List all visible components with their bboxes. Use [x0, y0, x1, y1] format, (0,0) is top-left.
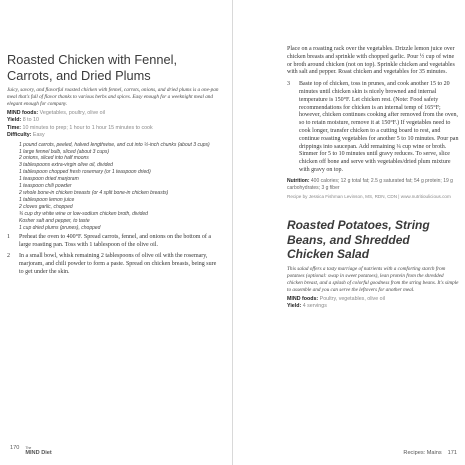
step-text: Preheat the oven to 400°F. Spread carrots, fennel, and onions on the bottom of a large roasting pan. Toss with 1 tablespoon of the olive oil.	[19, 234, 212, 249]
ingredient-list	[19, 142, 222, 232]
ingredient-item: 1 large fennel bulb, sliced (about 3 cups)	[19, 148, 110, 155]
page-number: 170	[10, 445, 20, 451]
mind-foods-value: Vegetables, poultry, olive oil	[38, 110, 105, 116]
ingredient-item: 2 cloves garlic, chopped	[19, 203, 73, 210]
difficulty-label: Difficulty:	[7, 132, 32, 139]
mind-foods-2	[287, 296, 459, 303]
step-number: 2	[7, 253, 10, 259]
recipe-title-2: Roasted Potatoes, String Beans, and Shredded Chicken Salad	[287, 218, 430, 262]
right-page	[233, 0, 465, 465]
step-list	[287, 81, 459, 175]
ingredient-item: 2 onions, sliced into half moons	[19, 155, 89, 162]
left-footer	[10, 445, 52, 456]
step-item	[7, 234, 222, 250]
ingredient-item: 1 pound carrots, peeled, halved lengthwise, and cut into ½-inch chunks (about 3 cups)	[19, 141, 210, 148]
nutrition-info	[287, 178, 459, 192]
mind-foods-label: MIND foods:	[287, 295, 319, 302]
step-number: 1	[7, 234, 10, 241]
ingredient-item: 2 whole bone-in chicken breasts (or 4 split bone-in chicken breasts)	[19, 189, 169, 196]
mind-foods-value: Poultry, vegetables, olive oil	[318, 295, 385, 302]
page-number: 171	[447, 450, 457, 456]
ingredient-item: 1 tablespoon chopped fresh rosemary (or 1 teaspoon dried)	[19, 169, 151, 176]
step-list	[7, 234, 222, 276]
book-title-block	[25, 447, 51, 456]
yield	[7, 117, 222, 124]
step-text: In a small bowl, whisk remaining 2 tablespoons of olive oil with the rosemary, marjoram, and chili powder to form a paste. Spread on chicken breasts, being sure to get under the skin.	[19, 253, 217, 275]
ingredient-item: 1 teaspoon chili powder	[19, 183, 72, 190]
step-item	[287, 81, 459, 175]
recipe-intro-2: This salad offers a tasty marriage of nutrients with a comforting starch from potatoes (optional: swap in sweet potatoes), lean protein from the shredded chicken breast, and a splash of colorful goodness from the string beans. It's simple to assemble and you can serve the leftovers for another meal.	[287, 265, 459, 293]
yield-2	[287, 303, 459, 310]
ingredient-item: 1 cup dried plums (prunes), chopped	[19, 224, 101, 231]
step-continued: Place on a roasting rack over the vegetables. Drizzle lemon juice over chicken breasts and sprinkle with chopped garlic. Pour ½ cup of wine or broth around chicken (not on top). Sprinkle chicken and vegetables with salt and pepper. Roast chicken and vegetables for 35 minutes.	[287, 46, 455, 76]
ingredient-item: 1 tablespoon lemon juice	[19, 196, 75, 203]
yield-value: 8 to 10	[21, 117, 39, 124]
right-footer	[403, 450, 457, 456]
book-title: MIND Diet	[25, 450, 52, 456]
yield-label: Yield:	[7, 117, 22, 124]
yield-label: Yield:	[287, 303, 302, 310]
left-page	[0, 0, 232, 465]
ingredient-item: 1 teaspoon dried marjoram	[19, 176, 79, 183]
time	[7, 125, 222, 132]
nutrition-label: Nutrition:	[287, 177, 310, 184]
book-title-prefix: The	[25, 446, 32, 450]
step-item	[7, 253, 222, 276]
recipe-intro: Juicy, savory, and flavorful roasted chicken with fennel, carrots, onions, and dried plums is a one-pan meal that's full of flavor thanks to various herbs and spices. Easy enough for a weeknight meal and elegant enough for company.	[7, 87, 219, 107]
mind-foods-label: MIND foods:	[7, 110, 39, 116]
ingredient-item: Kosher salt and pepper, to taste	[19, 217, 90, 224]
section-label: Recipes: Mains	[403, 450, 442, 456]
step-number: 3	[287, 81, 290, 88]
recipe-title: Roasted Chicken with Fennel, Carrots, and Dried Plums	[7, 52, 178, 83]
step-text: Baste top of chicken, toss in prunes, and cook another 15 to 20 minutes until chicken skin is nicely browned and internal temperature is 150°F. Let chicken rest. (Note: Food safety recommendations for chicken is an internal temp of 165°F; however, chicken continues cooking after removed from the oven, so to retain moisture, remove it at 150°F.) If vegetables need to cook longer, transfer chicken to a cutting board to rest, and continue roasting vegetables for another 5 to 10 minutes. Pour pan drippings into saucepan. Add remaining ¼ cup wine or broth. Simmer for 5 to 10 minutes until gravy reduces. To serve, slice chicken off bone and serve with vegetables/dried plum mixture with gravy on top.	[299, 81, 459, 173]
mind-foods	[7, 110, 222, 117]
nutrition-value: 400 calories; 12 g total fat; 2.5 g saturated fat; 54 g protein; 19 g carbohydrates; 3 g fiber	[287, 177, 453, 191]
difficulty	[7, 132, 222, 139]
difficulty-value: Easy	[31, 132, 45, 139]
recipe-credit: Recipe by Jessica Fishman Levinson, MS, RDN, CDN | www.nutritioulicious.com	[287, 194, 451, 200]
time-label: Time:	[7, 124, 22, 131]
ingredient-item: ¾ cup dry white wine or low-sodium chicken broth, divided	[19, 210, 148, 217]
yield-value: 4 servings	[301, 303, 327, 310]
ingredient-item: 3 tablespoons extra-virgin olive oil, divided	[19, 162, 113, 169]
time-value: 10 minutes to prep; 1 hour to 1 hour 15 minutes to cook	[21, 124, 153, 131]
